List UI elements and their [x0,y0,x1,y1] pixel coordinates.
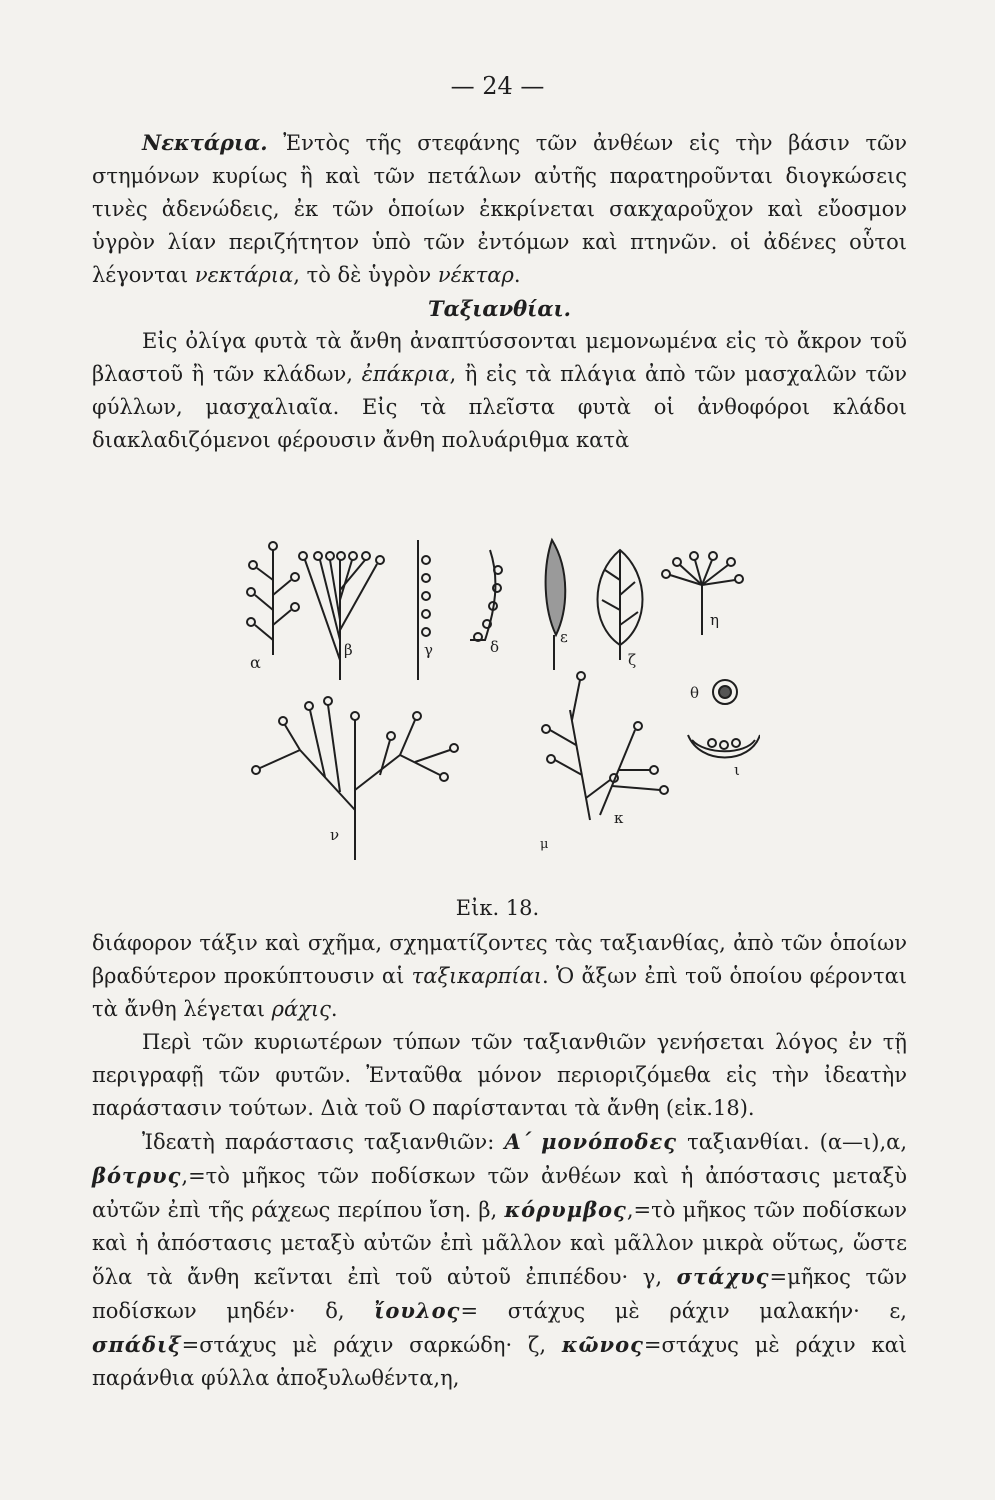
term-ioulos: ἴουλος [374,1298,461,1323]
diagram-b-corymb [299,552,384,680]
figure-label-e: ε [560,628,568,646]
term-spadix: σπάδιξ [92,1332,182,1357]
term-taxikarpiai: ταξικαρπίαι [411,964,543,988]
upper-text-block [92,126,907,457]
figure-label-m: μ [540,837,549,852]
inflorescence-diagram [240,530,760,870]
figure-label-i: ι [734,761,740,779]
lower-text-block [92,927,907,1395]
term-monopodes: μονόποδες [541,1129,678,1154]
figure-label-k: κ [614,809,624,827]
figure-label-d: δ [490,638,500,656]
page-number: — 24 — [450,72,545,100]
term-korymbos: κόρυμβος [504,1197,627,1222]
term-epakria: ἐπάκρια [361,362,450,386]
term-konos: κῶνος [561,1332,644,1357]
diagram-c-spike [418,540,433,680]
term-botrys: βότρυς [92,1163,182,1188]
diagram-a-raceme [247,542,299,672]
diagram-g-umbel [662,552,743,635]
term-stachys: στάχυς [676,1264,770,1289]
figure-label-b: β [344,641,353,659]
diagram-i-receptacle [688,735,760,779]
diagram-f-cone [598,550,643,669]
figure-18 [240,530,760,870]
figure-label-g: η [710,611,719,629]
section-title: Ταξιανθίαι. [428,296,571,321]
figure-label-f: ζ [628,651,637,669]
diagram-n-panicle [252,697,458,860]
figure-label-a: α [250,653,261,672]
term-nektar: νέκταρ [437,263,514,287]
diagram-d-catkin [470,550,502,656]
diagram-e-spadix [546,540,568,670]
types-intro-paragraph: Περὶ τῶν κυριωτέρων τύπων τῶν ταξιανθιῶν γενήσεται λόγος ἐν τῇ περιγραφῇ τῶν φυτῶν. Ἐνταῦθα μόνον περιοριζόμεθα εἰς τὴν ἰδεατὴν παράστασιν τούτων. Διὰ τοῦ Ο παρίστανται τὰ ἄνθη (εἰκ.18). [92,1030,907,1120]
nectaria-label: Νεκτάρια. [142,130,268,155]
inflorescence-paragraph: Εἰς ὀλίγα φυτὰ τὰ ἄνθη ἀναπτύσσονται μεμονωμένα εἰς τὸ ἄκρον τοῦ βλαστοῦ ἢ τῶν κλάδων, ἐπάκρια, ἢ εἰς τὰ πλάγια ἀπὸ τῶν μασχαλῶν τῶν φύλλων, μασχαλιαῖα. Εἰς τὰ πλεῖστα φυτὰ οἱ ἀνθοφόροι κλάδοι διακλαδιζόμενοι φέρουσιν ἄνθη πολυάριθμα κατὰ [92,329,907,452]
ideal-representation-paragraph: Ἰδεατὴ παράστασις ταξιανθιῶν: Α΄ μονόποδες ταξιανθίαι. (α—ι),α, βότρυς,=τὸ μῆκος τῶν ποδίσκων τῶν ἀνθέων καὶ ἡ ἀπόστασις μεταξὺ αὐτῶν ἐπὶ τῆς ράχεως περίπου ἴση. β, κόρυμβος,=τὸ μῆκος τῶν ποδίσκων καὶ ἡ ἀπόστασις μεταξὺ αὐτῶν ἐπὶ μᾶλλον καὶ μᾶλλον μικρὰ οὕτως, ὥστε ὅλα τὰ ἄνθη κεῖνται ἐπὶ τοῦ αὐτοῦ ἐπιπέδου· γ, στάχυς=μῆκος τῶν ποδίσκων μηδέν· δ, ἴουλος= στάχυς μὲ ράχιν μαλακήν· ε, σπάδιξ=στάχυς μὲ ράχιν σαρκώδη· ζ, κῶνος=στάχυς μὲ ράχιν καὶ παράνθια φύλλα ἀποξυλωθέντα,η, [92,1129,907,1390]
figure-label-h: θ [690,684,700,702]
nectaria-paragraph: Νεκτάρια. Ἐντὸς τῆς στεφάνης τῶν ἀνθέων εἰς τὴν βάσιν τῶν στημόνων κυρίως ἢ καὶ τῶν πετάλων αὐτῆς παρατηροῦνται διογκώσεις τινὲς ἀδενώδεις, ἐκ τῶν ὁποίων ἐκκρίνεται σακχαροῦχον καὶ εὔοσμον ὑγρὸν λίαν περιζήτητον ὑπὸ τῶν ἐντόμων καὶ πτηνῶν. οἱ ἀδένες οὗτοι λέγονται νεκτάρια, τὸ δὲ ὑγρὸν νέκταρ. [92,130,907,287]
figure-caption: Εἰκ. 18. [455,896,540,920]
continuation-paragraph: διάφορον τάξιν καὶ σχῆμα, σχηματίζοντες τὰς ταξιανθίας, ἀπὸ τῶν ὁποίων βραδύτερον προκύπτουσιν αἱ ταξικαρπίαι. Ὁ ἄξων ἐπὶ τοῦ ὁποίου φέρονται τὰ ἄνθη λέγεται ράχις. [92,931,907,1021]
diagram-m-k-cymes [540,672,668,852]
figure-label-n: ν [330,826,340,844]
term-nektaria: νεκτάρια [194,263,294,287]
term-rachis: ράχις [271,997,331,1021]
diagram-h-capitulum [690,680,737,704]
figure-label-c: γ [424,641,433,659]
